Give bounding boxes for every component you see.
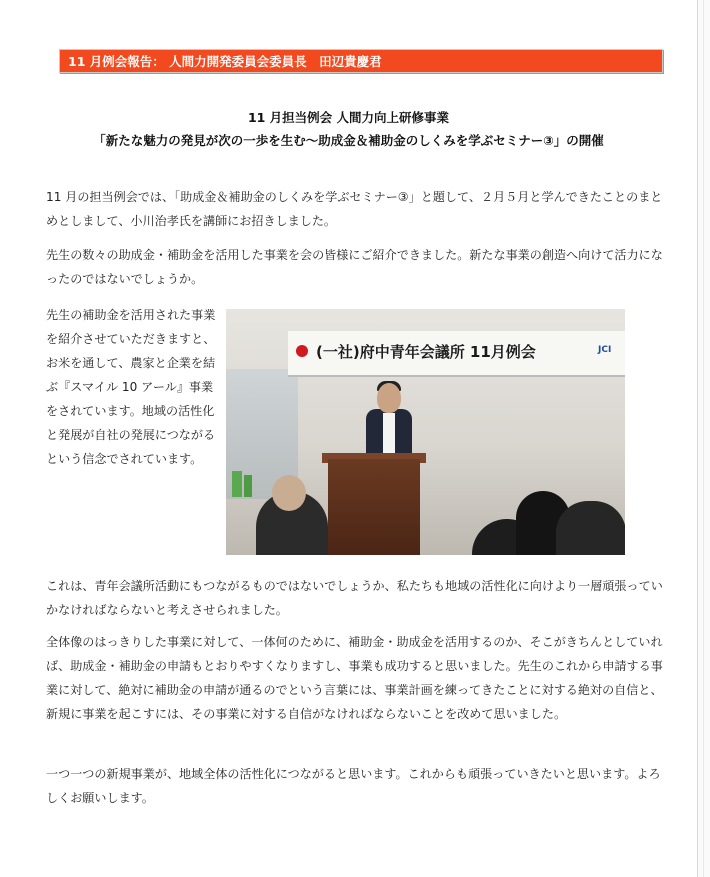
headline-line-1: 11 月担当例会 人間力向上研修事業 xyxy=(247,110,450,125)
paragraph-closing: 一つ一つの新規事業が、地域全体の活性化につながると思います。これからも頑張っていきたいと思います。よろしくお願いします。 xyxy=(46,767,661,805)
bottle xyxy=(232,471,242,497)
sign-text: (一社)府中青年会議所 11月例会 xyxy=(316,343,536,361)
paragraph-introduction-result: 先生の数々の助成金・補助金を活用した事業を会の皆様にご紹介できました。新たな事業の創造へ向けて活力になったのではないでしょうか。 xyxy=(46,248,663,286)
page-edge-rule xyxy=(697,0,710,877)
audience-member xyxy=(556,501,625,555)
banner-title: 11 月例会報告： 人間力開発委員会委員長 田辺貴慶君 xyxy=(68,54,382,69)
seminar-photo xyxy=(226,309,625,555)
headline-line-2: 「新たな魅力の発見が次の一歩を生む～助成金＆補助金のしくみを学ぶセミナー③」の開催 xyxy=(93,133,604,148)
bottle xyxy=(244,475,252,497)
report-banner xyxy=(59,49,663,73)
paragraph-smile-project: 先生の補助金を活用された事業を紹介させていただきますと、お米を通して、農家と企業を結ぶ『スマイル 10 アール』事業をされています。地域の活性化と発展が自社の発展につながるという信念でされています。 xyxy=(46,308,216,466)
japan-flag-icon xyxy=(296,345,308,357)
paragraph-reflection: これは、青年会議所活動にもつながるものではないでしょうか、私たちも地域の活性化に向けより一層頑張っていかなければならないと考えさせられました。 xyxy=(46,579,663,617)
paragraph-lesson: 全体像のはっきりした事業に対して、一体何のために、補助金・助成金を活用するのか、そこがきちんとしていれば、助成金・補助金の申請もとおりやすくなりますし、事業も成功すると思いました。先生のこれから申請する事業に対して、絶対に補助金の申請が通るのでという言葉には、事業計画を練ってきたことに対する絶対の自信と、新規に事業を起こすには、その事業に対する自信がなければならないことを改めて思いました。 xyxy=(46,635,663,721)
paragraph-intro: 11 月の担当例会では、「助成金＆補助金のしくみを学ぶセミナー③」と題して、２月５月と学んできたことのまとめとしまして、小川治孝氏を講師にお招きしました。 xyxy=(46,190,663,228)
jci-logo: JCI xyxy=(598,345,612,355)
